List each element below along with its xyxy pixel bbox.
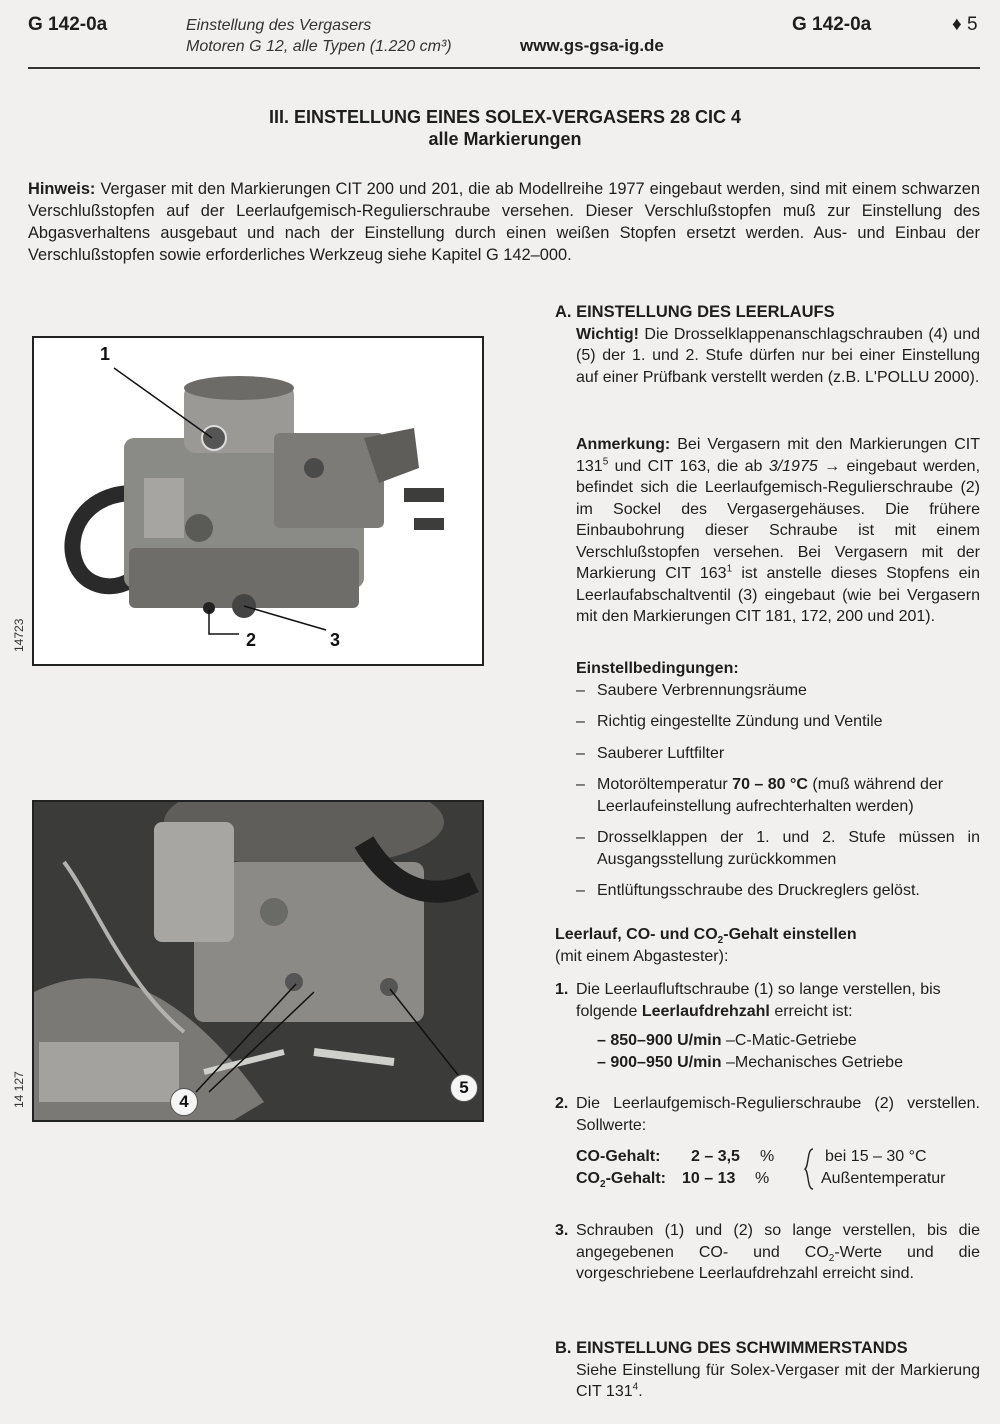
anmerkung-text-2: und CIT 163, die ab xyxy=(608,457,769,475)
co2-label-sub: 2 xyxy=(600,1179,606,1191)
section-a-heading: A. EINSTELLUNG DES LEERLAUFS xyxy=(555,303,835,321)
page-subtitle: alle Markierungen xyxy=(428,129,582,149)
condition-text: (muß während der Leerlaufeinstellung aufrechterhalten werden) xyxy=(597,776,944,815)
condition-item: – Entlüftungsschraube des Druckreglers gelöst. xyxy=(576,882,920,899)
conditions-heading: Einstellbedingungen: xyxy=(576,660,739,677)
section-b-text-1: Siehe Einstellung für Solex-Vergaser mit der Markierung CIT 131 xyxy=(576,1361,980,1400)
leerlauf-subheading: (mit einem Abgastester): xyxy=(555,947,729,965)
step-3-number: 3. xyxy=(555,1222,569,1239)
condition-item: – Richtig eingestellte Zündung und Ventile xyxy=(576,713,883,730)
step-1-post: erreicht ist: xyxy=(769,1002,853,1020)
anmerkung-sup-1: 5 xyxy=(602,456,609,468)
anmerkung-text-3: eingebaut werden, befindet sich die Leerlaufgemisch-Regulierschraube (2) im Sockel des Vergasergehäuses. Die frühere Einbaubohrung dieser Schraube ist mit einem Verschlußstopfen versehen. Bei Vergasern mit der Markierung CIT 163 xyxy=(576,457,981,582)
page-number: ♦ 5 xyxy=(952,14,978,35)
carburetor-illustration-1 xyxy=(34,338,482,664)
step-1 xyxy=(555,979,980,1022)
page-title: III. EINSTELLUNG EINES SOLEX-VERGASERS 28 CIC 4 xyxy=(268,107,742,127)
anmerkung-paragraph xyxy=(555,434,980,628)
leerlauf-heading-sub: 2 xyxy=(717,935,724,947)
leerlauf-heading xyxy=(555,924,980,946)
wichtig-label: Wichtig! xyxy=(576,325,639,343)
section-b-sup: 4 xyxy=(632,1381,639,1393)
brace-line-1: bei 15 – 30 °C xyxy=(825,1148,927,1165)
figure1-code: 14723 xyxy=(12,618,26,652)
rpm-item xyxy=(597,1052,980,1074)
brace-icon xyxy=(803,1148,815,1190)
condition-text: Entlüftungsschraube des Druckreglers gelöst. xyxy=(597,882,920,899)
leerlauf-block xyxy=(555,924,980,1285)
carburetor-illustration-2 xyxy=(34,802,482,1120)
setpoint-values xyxy=(555,1146,980,1192)
condition-item: – Sauberer Luftfilter xyxy=(576,744,725,762)
header-subtitle xyxy=(186,15,452,57)
condition-text: Richtig eingestellte Zündung und Ventile xyxy=(597,713,883,730)
carburetor-photo-2 xyxy=(32,800,484,1122)
anmerkung-date: 3/1975 xyxy=(768,457,818,475)
section-b-text xyxy=(555,1360,980,1403)
condition-text: Motoröltemperatur xyxy=(597,776,733,793)
rpm-gearbox: –C-Matic-Getriebe xyxy=(721,1032,857,1049)
condition-item: – Drosselklappen der 1. und 2. Stufe müssen in Ausgangsstellung zurückkommen xyxy=(576,829,980,868)
section-b xyxy=(555,1338,980,1403)
callout-5: 5 xyxy=(450,1074,478,1102)
co2-label-2: -Gehalt: xyxy=(605,1170,667,1187)
anmerkung-label: Anmerkung: xyxy=(576,436,671,453)
step-3 xyxy=(555,1220,980,1285)
step-2-number: 2. xyxy=(555,1095,569,1112)
website-url: www.gs-gsa-ig.de xyxy=(520,36,664,55)
doc-code-left: G 142-0a xyxy=(28,14,108,35)
step-1-bold: Leerlaufdrehzahl xyxy=(641,1002,770,1020)
condition-text: Saubere Verbrennungsräume xyxy=(597,681,807,699)
condition-item: – Motoröltemperatur 70 – 80 °C (muß während der Leerlaufeinstellung aufrechterhalten werden) xyxy=(576,776,944,815)
temperature-range: 70 – 80 °C xyxy=(732,776,808,793)
anmerkung-text-4: ist anstelle dieses Stopfens ein Leerlaufabschaltventil (3) eingebaut (wie bei Vergasern mit den Markierungen CIT 181, 172, 200 und 201). xyxy=(576,565,980,625)
step-2 xyxy=(555,1093,980,1136)
condition-text: Drosselklappen der 1. und 2. Stufe müssen in Ausgangsstellung zurückkommen xyxy=(597,829,980,868)
figure2-code: 14 127 xyxy=(12,1071,26,1108)
rpm-gearbox: –Mechanisches Getriebe xyxy=(721,1053,903,1071)
note-text: Vergaser mit den Markierungen CIT 200 und 201, die ab Modellreihe 1977 eingebaut werden, sind mit einem schwarzen Verschlußstopfen auf der Leerlaufgemisch-Regulierschraube versehen. Dieser Verschlußstopfen muß zur Einstellung des Abgasverhaltens ausgebaut und nach der Einstellung durch einen weißen Stopfen ersetzt werden. Aus- und Einbau der Verschlußstopfen sowie erforderliches Werkzeug siehe Kapitel G 142–000. xyxy=(28,180,980,264)
leerlauf-heading-2: -Gehalt einstellen xyxy=(723,926,857,943)
callout-1: 1 xyxy=(100,344,111,364)
header-subtitle-line1: Einstellung des Vergasers xyxy=(186,17,372,34)
conditions-block xyxy=(555,658,980,912)
leerlauf-heading-1: Leerlauf, CO- und CO xyxy=(555,926,718,943)
co2-label xyxy=(576,1168,666,1190)
condition-text: Sauberer Luftfilter xyxy=(597,744,725,762)
wichtig-paragraph xyxy=(555,324,980,389)
co2-unit: % xyxy=(755,1170,770,1187)
rpm-range: – 850–900 U/min xyxy=(597,1032,722,1049)
step-3-text-2: -Werte und die vorgeschriebene Leerlaufdrehzahl erreicht sind. xyxy=(576,1243,980,1282)
doc-code-right: G 142-0a xyxy=(792,14,872,35)
rpm-range: – 900–950 U/min xyxy=(597,1053,722,1071)
callout-4: 4 xyxy=(170,1088,198,1116)
co2-value: 10 – 13 xyxy=(682,1170,736,1187)
callout-2: 2 xyxy=(246,630,257,650)
rpm-item xyxy=(597,1030,980,1052)
note-paragraph xyxy=(28,178,980,266)
section-b-heading: B. EINSTELLUNG DES SCHWIMMERSTANDS xyxy=(555,1339,908,1357)
step-3-text-1: Schrauben (1) und (2) so lange verstellen, bis die angegebenen CO- und CO xyxy=(576,1222,980,1261)
co-unit: % xyxy=(760,1148,775,1165)
anmerkung-sup-2: 1 xyxy=(726,563,733,575)
condition-item: – Saubere Verbrennungsräume xyxy=(576,681,807,699)
wichtig-text: Die Drosselklappenanschlagschrauben (4) und (5) der 1. und 2. Stufe dürfen nur bei einer Einstellung auf einer Prüfbank verstellt werden (z.B. L'POLLU 2000). xyxy=(576,325,980,386)
step-1-number: 1. xyxy=(555,981,569,998)
step-3-sub: 2 xyxy=(828,1252,835,1264)
arrow-icon: → xyxy=(824,457,841,475)
co-label: CO-Gehalt: xyxy=(576,1148,661,1165)
section-a xyxy=(555,302,980,388)
callout-3: 3 xyxy=(330,630,341,650)
anmerkung-text-1: Bei Vergasern mit den Markierungen CIT 131 xyxy=(576,436,980,475)
rpm-list xyxy=(555,1030,980,1073)
step-1-text: Die Leerlaufluftschraube (1) so lange verstellen, bis folgende xyxy=(576,981,941,1020)
co2-label-1: CO xyxy=(576,1170,600,1187)
carburetor-photo-1 xyxy=(32,336,484,666)
header-subtitle-line2: Motoren G 12, alle Typen (1.220 cm³) xyxy=(186,38,452,55)
brace-line-2: Außentemperatur xyxy=(821,1170,946,1187)
header-rule xyxy=(28,67,980,69)
co-value: 2 – 3,5 xyxy=(691,1148,740,1165)
step-2-text: Die Leerlaufgemisch-Regulierschraube (2) verstellen. Sollwerte: xyxy=(576,1095,980,1134)
section-b-text-2: . xyxy=(638,1383,643,1400)
note-label: Hinweis: xyxy=(28,180,96,198)
